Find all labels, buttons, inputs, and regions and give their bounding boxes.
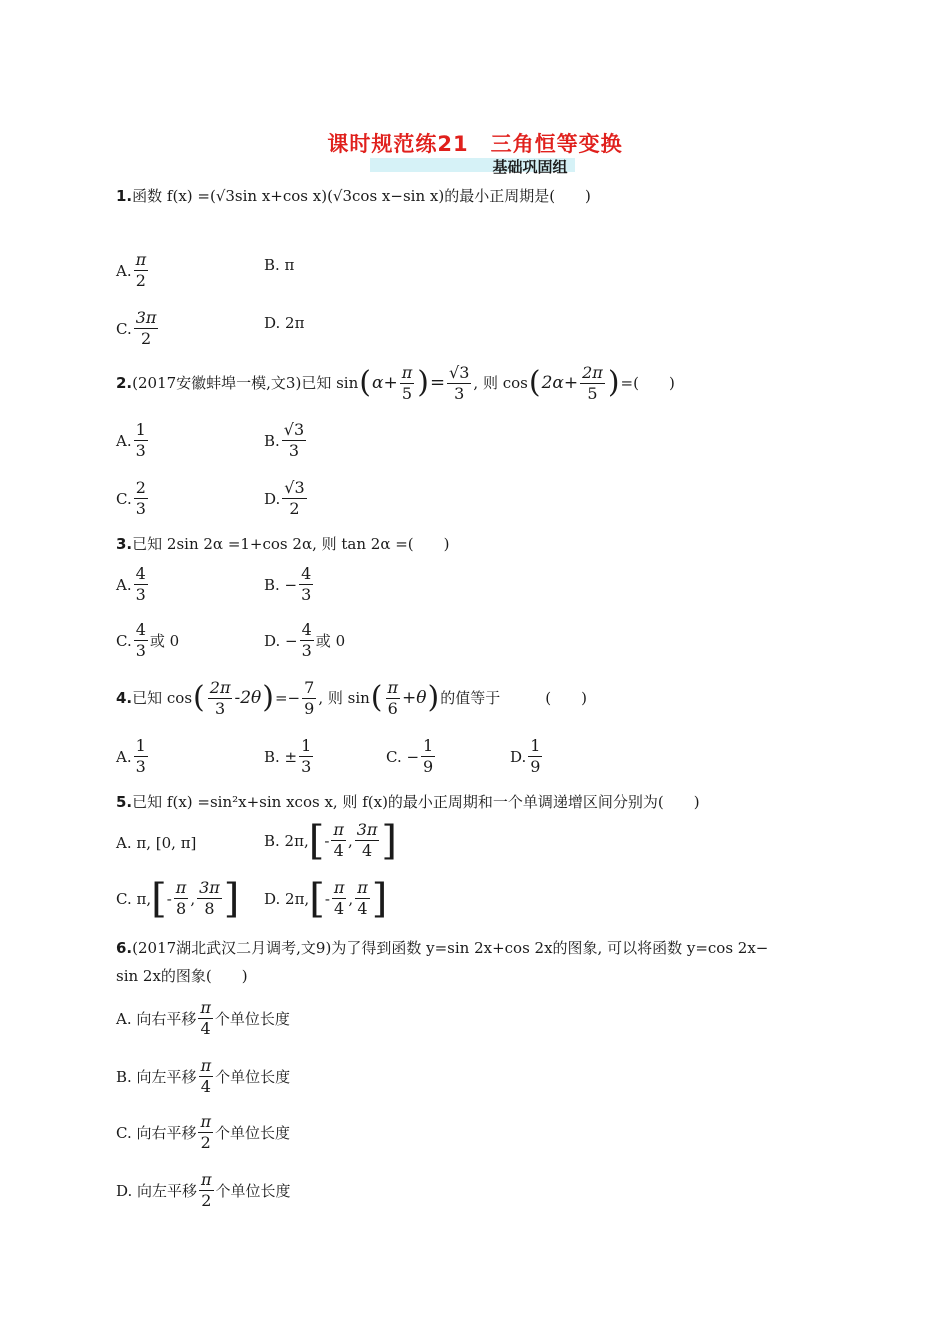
option-label: D. 2π (264, 314, 305, 332)
option-a: A. 向右平移 $\frac{\pi}{4}$ 个单位长度 (116, 998, 290, 1038)
section-title: 基础巩固组 (492, 158, 568, 176)
question-stem: 函数 f(x) =(√3sin x+cos x)(√3cos x−sin x)的最小正周期是( ) (132, 187, 591, 205)
option-d (264, 312, 304, 334)
option-c (116, 308, 160, 349)
option-d: D. $\frac{1}{9}$ (510, 736, 541, 776)
option-d: D. 2π, [ - $\frac{\pi}{4}$ , $\frac{\pi}{4}$ ] (264, 875, 388, 922)
question-number: 4. (116, 689, 133, 707)
option-c: C. 向右平移 $\frac{\pi}{2}$ 个单位长度 (116, 1112, 291, 1152)
option-b: B. − $\frac{4}{3}$ (264, 564, 312, 604)
option-b: B. ± $\frac{1}{3}$ (264, 736, 312, 776)
option-c: C. − $\frac{1}{9}$ (386, 736, 434, 776)
question-4: 4. 已知 cos ( $\frac{2\pi}{3}$ -2θ ) =− $\frac{7}{9}$ , 则 sin ( $\frac{\pi}{6}$ +θ ) 的值等于 ( ) (116, 677, 587, 718)
question-number: 1. (116, 187, 133, 205)
fraction: $\frac{\pi}{5}$ (401, 362, 413, 403)
fraction: $\frac{\pi}{2}$ (135, 250, 147, 290)
option-c: C. $\frac{4}{3}$ 或 0 (116, 620, 180, 660)
question-6-cont (116, 964, 248, 988)
option-d: D. $\frac{√3}{2}$ (264, 478, 305, 518)
question-3 (116, 532, 450, 556)
option-b (264, 254, 294, 276)
alpha: α+ (371, 373, 398, 393)
option-b: B. 向左平移 $\frac{\pi}{4}$ 个单位长度 (116, 1056, 291, 1096)
question-number: 5. (116, 793, 133, 811)
paren-open: ( (528, 365, 541, 400)
option-c: C. π, [ - $\frac{\pi}{8}$ , $\frac{3\pi}{8}$ ] (116, 875, 240, 922)
question-stem: sin 2x的图象( ) (116, 967, 248, 985)
option-a: A. π, [0, π] (116, 834, 197, 852)
fraction: $\frac{3\pi}{2}$ (135, 308, 157, 348)
question-text: , 则 cos (473, 374, 528, 392)
paren-close: ) (607, 365, 620, 400)
option-d: D. − $\frac{4}{3}$ 或 0 (264, 620, 346, 660)
question-number: 6. (116, 939, 133, 957)
question-stem: 已知 f(x) =sin²x+sin xcos x, 则 f(x)的最小正周期和一个单调递增区间分别为( ) (132, 793, 700, 811)
option-a: A. $\frac{1}{3}$ (116, 736, 146, 776)
question-5 (116, 790, 700, 814)
fraction: $\frac{√3}{3}$ (449, 362, 470, 403)
question-number: 3. (116, 535, 133, 553)
option-label: A. (116, 261, 132, 280)
option-c: C. $\frac{2}{3}$ (116, 478, 146, 518)
option-a: A. $\frac{1}{3}$ (116, 420, 146, 460)
option-label: B. π (264, 256, 295, 274)
option-b: B. $\frac{√3}{3}$ (264, 420, 305, 460)
question-number: 2. (116, 374, 133, 392)
question-stem: (2017湖北武汉二月调考,文9)为了得到函数 y=sin 2x+cos 2x的图象, 可以将函数 y=cos 2x− (132, 939, 769, 957)
option-a (116, 250, 150, 291)
option-label: C. (116, 319, 132, 338)
question-1 (116, 184, 591, 208)
option-a: A. $\frac{4}{3}$ (116, 564, 146, 604)
alpha: 2α+ (541, 373, 579, 393)
option-d: D. 向左平移 $\frac{\pi}{2}$ 个单位长度 (116, 1170, 291, 1210)
question-6 (116, 936, 768, 960)
question-text: =( ) (620, 374, 675, 392)
question-stem: 已知 2sin 2α =1+cos 2α, 则 tan 2α =( ) (132, 535, 450, 553)
fraction: $\frac{2\pi}{5}$ (582, 362, 603, 403)
question-text: (2017安徽蚌埠一模,文3)已知 sin (132, 374, 359, 392)
paren-close: ) (417, 365, 429, 400)
paren-open: ( (359, 365, 371, 400)
option-b: B. 2π, [ - $\frac{\pi}{4}$ , $\frac{3\pi}{4}$ ] (264, 817, 398, 864)
page-title: 课时规范练21 三角恒等变换 (327, 132, 623, 156)
question-2: 2. (2017安徽蚌埠一模,文3)已知 sin ( α+ $\frac{\pi}{5}$ ) = $\frac{√3}{3}$ , 则 cos ( 2α+ $\frac{2\pi}{5}$ ) =( ) (116, 362, 675, 403)
